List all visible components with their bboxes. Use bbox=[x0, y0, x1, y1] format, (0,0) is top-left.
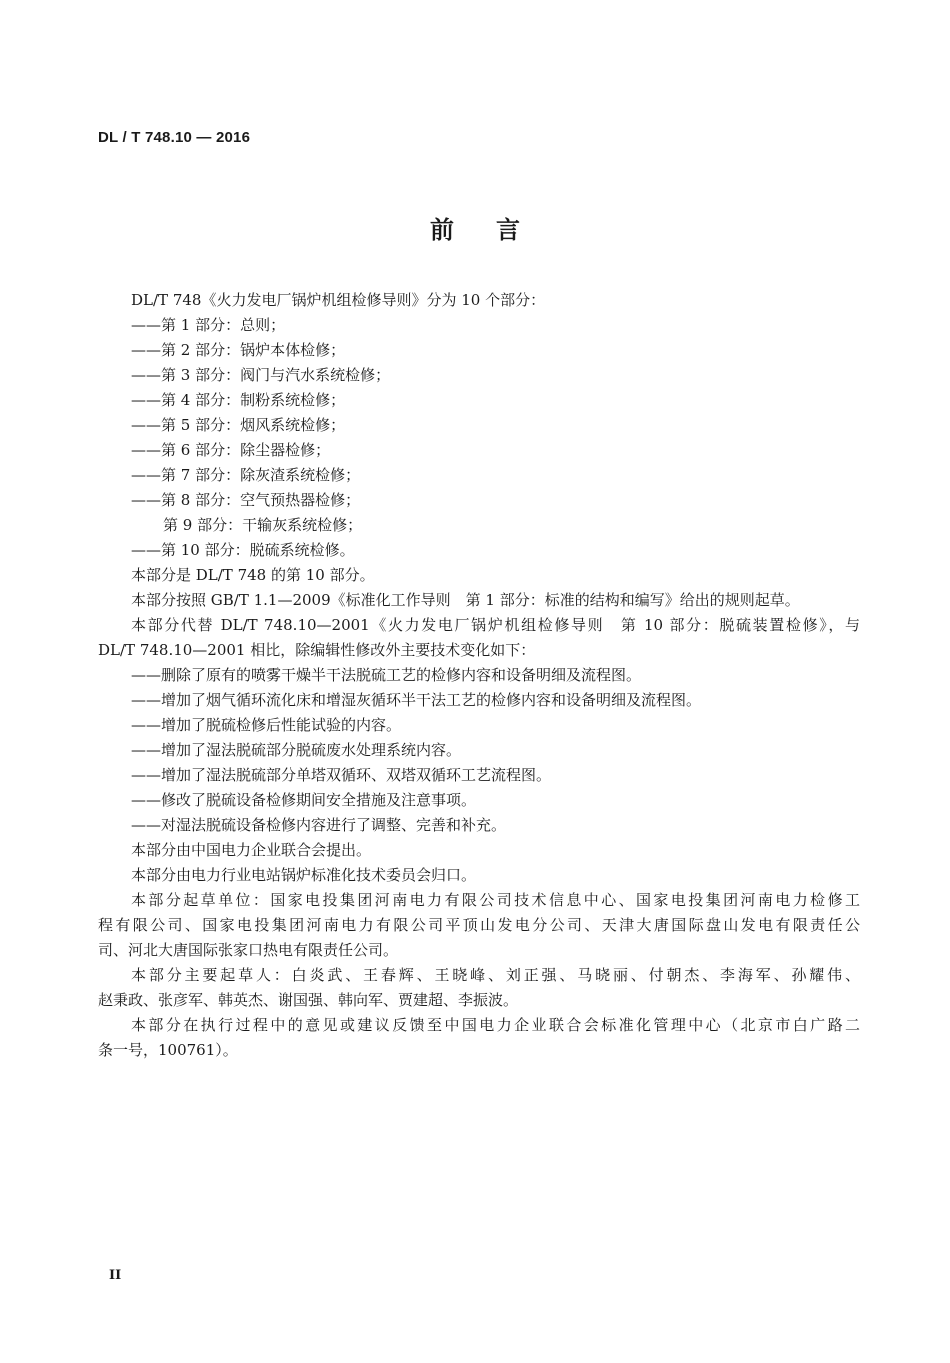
page-title: 前言 bbox=[430, 216, 562, 244]
text-line: ——对湿法脱硫设备检修内容进行了调整、完善和补充。 bbox=[131, 816, 507, 834]
text-line: 本部分按照 GB/T 1.1—2009《标准化工作导则 第 1 部分：标准的结构和编写》给出的规则起草。 bbox=[131, 591, 800, 609]
text-line: ——第 1 部分：总则； bbox=[131, 316, 286, 334]
text-line: 第 9 部分：干输灰系统检修； bbox=[163, 516, 363, 534]
text-line: ——增加了湿法脱硫部分单塔双循环、双塔双循环工艺流程图。 bbox=[131, 766, 552, 784]
text-line: ——删除了原有的喷雾干燥半干法脱硫工艺的检修内容和设备明细及流程图。 bbox=[131, 666, 642, 684]
text-line: ——第 10 部分：脱硫系统检修。 bbox=[131, 541, 355, 559]
text-line: 赵秉政、张彦军、韩英杰、谢国强、韩向军、贾建超、李振波。 bbox=[98, 991, 519, 1009]
text-line: DL/T 748.10—2001 相比，除编辑性修改外主要技术变化如下： bbox=[98, 641, 536, 659]
text-line: ——增加了烟气循环流化床和增湿灰循环半干法工艺的检修内容和设备明细及流程图。 bbox=[131, 691, 702, 709]
text-line: ——第 2 部分：锅炉本体检修； bbox=[131, 341, 346, 359]
text-line: DL/T 748《火力发电厂锅炉机组检修导则》分为 10 个部分： bbox=[131, 291, 546, 309]
document-code: DL / T 748.10 — 2016 bbox=[98, 129, 251, 146]
text-line: ——增加了湿法脱硫部分脱硫废水处理系统内容。 bbox=[131, 741, 462, 759]
text-line: 本部分在执行过程中的意见或建议反馈至中国电力企业联合会标准化管理中心（北京市白广路二 bbox=[131, 1016, 860, 1034]
text-line: 本部分由电力行业电站锅炉标准化技术委员会归口。 bbox=[131, 866, 477, 884]
text-line: 条一号，100761）。 bbox=[98, 1041, 238, 1059]
text-line: 司、河北大唐国际张家口热电有限责任公司。 bbox=[98, 941, 399, 959]
page-number: II bbox=[109, 1268, 122, 1283]
text-line: ——第 6 部分：除尘器检修； bbox=[131, 441, 331, 459]
text-line: ——第 7 部分：除灰渣系统检修； bbox=[131, 466, 361, 484]
text-line: ——第 5 部分：烟风系统检修； bbox=[131, 416, 346, 434]
text-line: 本部分主要起草人：白炎武、王春辉、王晓峰、刘正强、马晓丽、付朝杰、李海军、孙耀伟、 bbox=[131, 966, 860, 984]
text-line: ——第 3 部分：阀门与汽水系统检修； bbox=[131, 366, 391, 384]
text-line: ——第 4 部分：制粉系统检修； bbox=[131, 391, 346, 409]
text-line: ——修改了脱硫设备检修期间安全措施及注意事项。 bbox=[131, 791, 477, 809]
text-line: 本部分是 DL/T 748 的第 10 部分。 bbox=[131, 566, 375, 584]
text-line: ——增加了脱硫检修后性能试验的内容。 bbox=[131, 716, 402, 734]
foreword-body bbox=[98, 288, 860, 1063]
text-line: ——第 8 部分：空气预热器检修； bbox=[131, 491, 361, 509]
text-line: 本部分起草单位：国家电投集团河南电力有限公司技术信息中心、国家电投集团河南电力检修工 bbox=[131, 891, 860, 909]
text-line: 本部分由中国电力企业联合会提出。 bbox=[131, 841, 372, 859]
text-line: 本部分代替 DL/T 748.10—2001《火力发电厂锅炉机组检修导则 第 10 部分：脱硫装置检修》，与 bbox=[131, 616, 860, 634]
text-line: 程有限公司、国家电投集团河南电力有限公司平顶山发电分公司、天津大唐国际盘山发电有限责任公 bbox=[98, 916, 860, 934]
